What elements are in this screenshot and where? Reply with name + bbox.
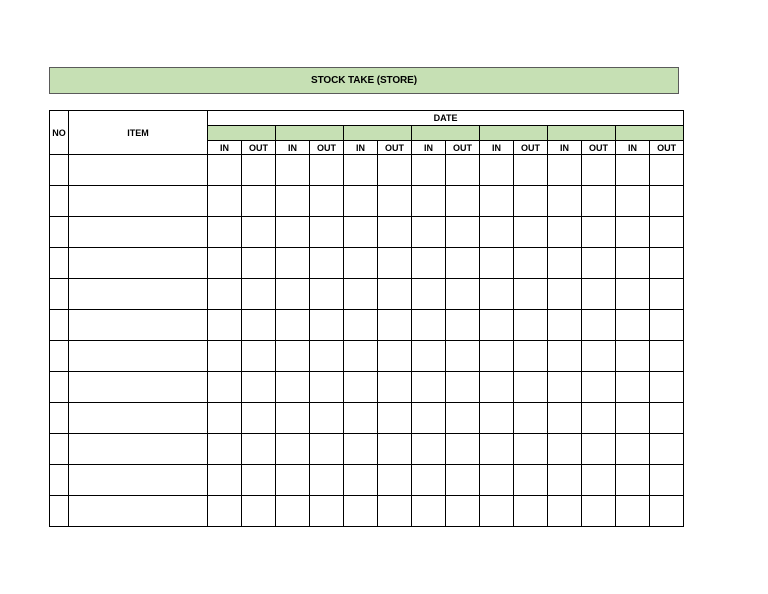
out-cell[interactable] (582, 279, 616, 310)
in-header: IN (412, 141, 446, 155)
out-cell[interactable] (378, 341, 412, 372)
date-header: DATE (208, 111, 684, 126)
in-cell[interactable] (616, 217, 650, 248)
in-cell[interactable] (344, 465, 378, 496)
date-cell[interactable] (616, 126, 684, 141)
item-cell[interactable] (69, 372, 208, 403)
in-cell[interactable] (480, 372, 514, 403)
out-cell[interactable] (378, 155, 412, 186)
in-cell[interactable] (344, 496, 378, 527)
in-cell[interactable] (412, 186, 446, 217)
item-cell[interactable] (69, 341, 208, 372)
in-cell[interactable] (480, 155, 514, 186)
out-cell[interactable] (650, 465, 684, 496)
in-cell[interactable] (208, 341, 242, 372)
out-header: OUT (582, 141, 616, 155)
no-cell[interactable] (50, 310, 69, 341)
in-cell[interactable] (208, 372, 242, 403)
out-cell[interactable] (242, 155, 276, 186)
out-cell[interactable] (310, 403, 344, 434)
in-cell[interactable] (412, 279, 446, 310)
out-cell[interactable] (650, 155, 684, 186)
out-cell[interactable] (242, 403, 276, 434)
out-cell[interactable] (446, 434, 480, 465)
in-cell[interactable] (208, 217, 242, 248)
in-cell[interactable] (616, 403, 650, 434)
out-cell[interactable] (378, 496, 412, 527)
in-cell[interactable] (548, 310, 582, 341)
in-cell[interactable] (276, 186, 310, 217)
no-cell[interactable] (50, 186, 69, 217)
in-cell[interactable] (480, 310, 514, 341)
table-row (50, 310, 684, 341)
out-cell[interactable] (446, 310, 480, 341)
item-cell[interactable] (69, 434, 208, 465)
out-cell[interactable] (446, 403, 480, 434)
out-header: OUT (310, 141, 344, 155)
in-cell[interactable] (616, 186, 650, 217)
out-cell[interactable] (310, 465, 344, 496)
out-cell[interactable] (650, 279, 684, 310)
out-cell[interactable] (514, 310, 548, 341)
in-cell[interactable] (480, 465, 514, 496)
out-cell[interactable] (514, 155, 548, 186)
item-cell[interactable] (69, 217, 208, 248)
table-row (50, 496, 684, 527)
in-cell[interactable] (480, 217, 514, 248)
no-cell[interactable] (50, 248, 69, 279)
in-cell[interactable] (276, 248, 310, 279)
no-header: NO (50, 111, 69, 155)
in-cell[interactable] (412, 341, 446, 372)
no-cell[interactable] (50, 155, 69, 186)
out-cell[interactable] (650, 186, 684, 217)
out-cell[interactable] (242, 372, 276, 403)
out-header: OUT (378, 141, 412, 155)
in-cell[interactable] (480, 403, 514, 434)
out-cell[interactable] (514, 372, 548, 403)
in-cell[interactable] (548, 372, 582, 403)
in-cell[interactable] (548, 403, 582, 434)
out-cell[interactable] (650, 310, 684, 341)
out-cell[interactable] (514, 496, 548, 527)
no-cell[interactable] (50, 372, 69, 403)
in-cell[interactable] (480, 341, 514, 372)
in-cell[interactable] (548, 217, 582, 248)
in-cell[interactable] (276, 372, 310, 403)
out-cell[interactable] (378, 186, 412, 217)
out-cell[interactable] (446, 341, 480, 372)
out-header: OUT (650, 141, 684, 155)
date-cell[interactable] (344, 126, 412, 141)
out-cell[interactable] (310, 279, 344, 310)
in-cell[interactable] (208, 186, 242, 217)
in-cell[interactable] (344, 279, 378, 310)
out-cell[interactable] (582, 434, 616, 465)
out-cell[interactable] (650, 434, 684, 465)
out-cell[interactable] (514, 248, 548, 279)
in-cell[interactable] (548, 465, 582, 496)
in-cell[interactable] (276, 434, 310, 465)
out-header: OUT (514, 141, 548, 155)
in-cell[interactable] (616, 310, 650, 341)
in-cell[interactable] (276, 341, 310, 372)
no-cell[interactable] (50, 496, 69, 527)
in-cell[interactable] (344, 403, 378, 434)
out-cell[interactable] (310, 496, 344, 527)
in-cell[interactable] (208, 434, 242, 465)
table-row (50, 155, 684, 186)
out-cell[interactable] (242, 465, 276, 496)
in-cell[interactable] (412, 496, 446, 527)
out-cell[interactable] (310, 372, 344, 403)
in-cell[interactable] (344, 186, 378, 217)
out-cell[interactable] (446, 496, 480, 527)
out-cell[interactable] (242, 434, 276, 465)
out-cell[interactable] (650, 217, 684, 248)
stock-take-table (49, 110, 684, 527)
out-cell[interactable] (446, 372, 480, 403)
in-cell[interactable] (616, 248, 650, 279)
out-cell[interactable] (582, 186, 616, 217)
item-cell[interactable] (69, 496, 208, 527)
in-cell[interactable] (276, 403, 310, 434)
in-cell[interactable] (208, 248, 242, 279)
in-cell[interactable] (412, 403, 446, 434)
in-cell[interactable] (344, 217, 378, 248)
in-cell[interactable] (208, 279, 242, 310)
out-cell[interactable] (242, 248, 276, 279)
no-cell[interactable] (50, 434, 69, 465)
in-cell[interactable] (480, 248, 514, 279)
in-cell[interactable] (616, 372, 650, 403)
table-row (50, 434, 684, 465)
no-cell[interactable] (50, 279, 69, 310)
in-cell[interactable] (412, 372, 446, 403)
item-cell[interactable] (69, 248, 208, 279)
table-row (50, 372, 684, 403)
in-cell[interactable] (276, 496, 310, 527)
out-cell[interactable] (310, 217, 344, 248)
out-cell[interactable] (242, 310, 276, 341)
out-cell[interactable] (582, 310, 616, 341)
in-cell[interactable] (616, 341, 650, 372)
sheet-title: STOCK TAKE (STORE) (49, 67, 679, 94)
out-cell[interactable] (650, 403, 684, 434)
in-cell[interactable] (276, 465, 310, 496)
out-cell[interactable] (514, 217, 548, 248)
out-cell[interactable] (310, 186, 344, 217)
item-cell[interactable] (69, 186, 208, 217)
out-cell[interactable] (242, 496, 276, 527)
out-cell[interactable] (514, 434, 548, 465)
in-cell[interactable] (480, 496, 514, 527)
in-cell[interactable] (344, 155, 378, 186)
date-cell[interactable] (412, 126, 480, 141)
in-cell[interactable] (208, 465, 242, 496)
out-header: OUT (446, 141, 480, 155)
in-header: IN (276, 141, 310, 155)
in-cell[interactable] (344, 341, 378, 372)
in-cell[interactable] (276, 155, 310, 186)
out-cell[interactable] (514, 186, 548, 217)
out-cell[interactable] (378, 310, 412, 341)
in-cell[interactable] (412, 465, 446, 496)
in-cell[interactable] (616, 465, 650, 496)
table-row (50, 248, 684, 279)
in-cell[interactable] (548, 434, 582, 465)
out-cell[interactable] (582, 248, 616, 279)
out-cell[interactable] (514, 341, 548, 372)
date-cell[interactable] (276, 126, 344, 141)
no-cell[interactable] (50, 403, 69, 434)
out-cell[interactable] (446, 279, 480, 310)
out-cell[interactable] (378, 248, 412, 279)
in-cell[interactable] (208, 403, 242, 434)
out-cell[interactable] (650, 496, 684, 527)
out-cell[interactable] (446, 248, 480, 279)
in-cell[interactable] (616, 155, 650, 186)
out-cell[interactable] (310, 155, 344, 186)
out-cell[interactable] (582, 217, 616, 248)
table-row (50, 186, 684, 217)
out-cell[interactable] (650, 341, 684, 372)
date-cell[interactable] (208, 126, 276, 141)
in-header: IN (548, 141, 582, 155)
in-cell[interactable] (480, 434, 514, 465)
in-cell[interactable] (276, 310, 310, 341)
out-cell[interactable] (582, 372, 616, 403)
in-cell[interactable] (548, 186, 582, 217)
in-cell[interactable] (548, 496, 582, 527)
in-cell[interactable] (548, 341, 582, 372)
in-header: IN (480, 141, 514, 155)
no-cell[interactable] (50, 341, 69, 372)
in-cell[interactable] (616, 496, 650, 527)
in-cell[interactable] (480, 279, 514, 310)
out-cell[interactable] (514, 279, 548, 310)
item-header: ITEM (69, 111, 208, 155)
in-cell[interactable] (548, 279, 582, 310)
in-header: IN (344, 141, 378, 155)
in-cell[interactable] (276, 279, 310, 310)
out-cell[interactable] (310, 248, 344, 279)
out-cell[interactable] (582, 465, 616, 496)
out-cell[interactable] (378, 372, 412, 403)
out-cell[interactable] (242, 217, 276, 248)
in-cell[interactable] (412, 310, 446, 341)
out-cell[interactable] (242, 186, 276, 217)
out-cell[interactable] (378, 465, 412, 496)
in-cell[interactable] (480, 186, 514, 217)
out-cell[interactable] (242, 279, 276, 310)
in-cell[interactable] (208, 496, 242, 527)
item-cell[interactable] (69, 279, 208, 310)
out-cell[interactable] (582, 496, 616, 527)
out-cell[interactable] (650, 248, 684, 279)
out-cell[interactable] (446, 217, 480, 248)
in-cell[interactable] (412, 434, 446, 465)
table-row (50, 217, 684, 248)
out-cell[interactable] (582, 341, 616, 372)
out-cell[interactable] (650, 372, 684, 403)
in-cell[interactable] (344, 372, 378, 403)
out-cell[interactable] (446, 155, 480, 186)
out-cell[interactable] (446, 465, 480, 496)
header-row-date (50, 111, 684, 126)
out-cell[interactable] (310, 310, 344, 341)
out-cell[interactable] (310, 341, 344, 372)
out-cell[interactable] (446, 186, 480, 217)
out-cell[interactable] (310, 434, 344, 465)
in-cell[interactable] (276, 217, 310, 248)
item-cell[interactable] (69, 310, 208, 341)
table-row (50, 341, 684, 372)
no-cell[interactable] (50, 217, 69, 248)
out-cell[interactable] (378, 217, 412, 248)
date-cell[interactable] (480, 126, 548, 141)
out-cell[interactable] (582, 155, 616, 186)
out-cell[interactable] (514, 403, 548, 434)
out-cell[interactable] (378, 434, 412, 465)
no-cell[interactable] (50, 465, 69, 496)
in-cell[interactable] (412, 217, 446, 248)
table-row (50, 403, 684, 434)
in-cell[interactable] (208, 155, 242, 186)
in-header: IN (616, 141, 650, 155)
out-cell[interactable] (242, 341, 276, 372)
out-cell[interactable] (514, 465, 548, 496)
item-cell[interactable] (69, 155, 208, 186)
table-row (50, 465, 684, 496)
out-cell[interactable] (378, 403, 412, 434)
in-cell[interactable] (616, 279, 650, 310)
in-cell[interactable] (344, 248, 378, 279)
in-cell[interactable] (412, 248, 446, 279)
in-cell[interactable] (208, 310, 242, 341)
out-cell[interactable] (582, 403, 616, 434)
in-cell[interactable] (344, 434, 378, 465)
out-header: OUT (242, 141, 276, 155)
table-row (50, 279, 684, 310)
item-cell[interactable] (69, 403, 208, 434)
date-cell[interactable] (548, 126, 616, 141)
out-cell[interactable] (378, 279, 412, 310)
in-cell[interactable] (548, 248, 582, 279)
in-cell[interactable] (548, 155, 582, 186)
in-cell[interactable] (412, 155, 446, 186)
in-cell[interactable] (344, 310, 378, 341)
item-cell[interactable] (69, 465, 208, 496)
in-cell[interactable] (616, 434, 650, 465)
in-header: IN (208, 141, 242, 155)
